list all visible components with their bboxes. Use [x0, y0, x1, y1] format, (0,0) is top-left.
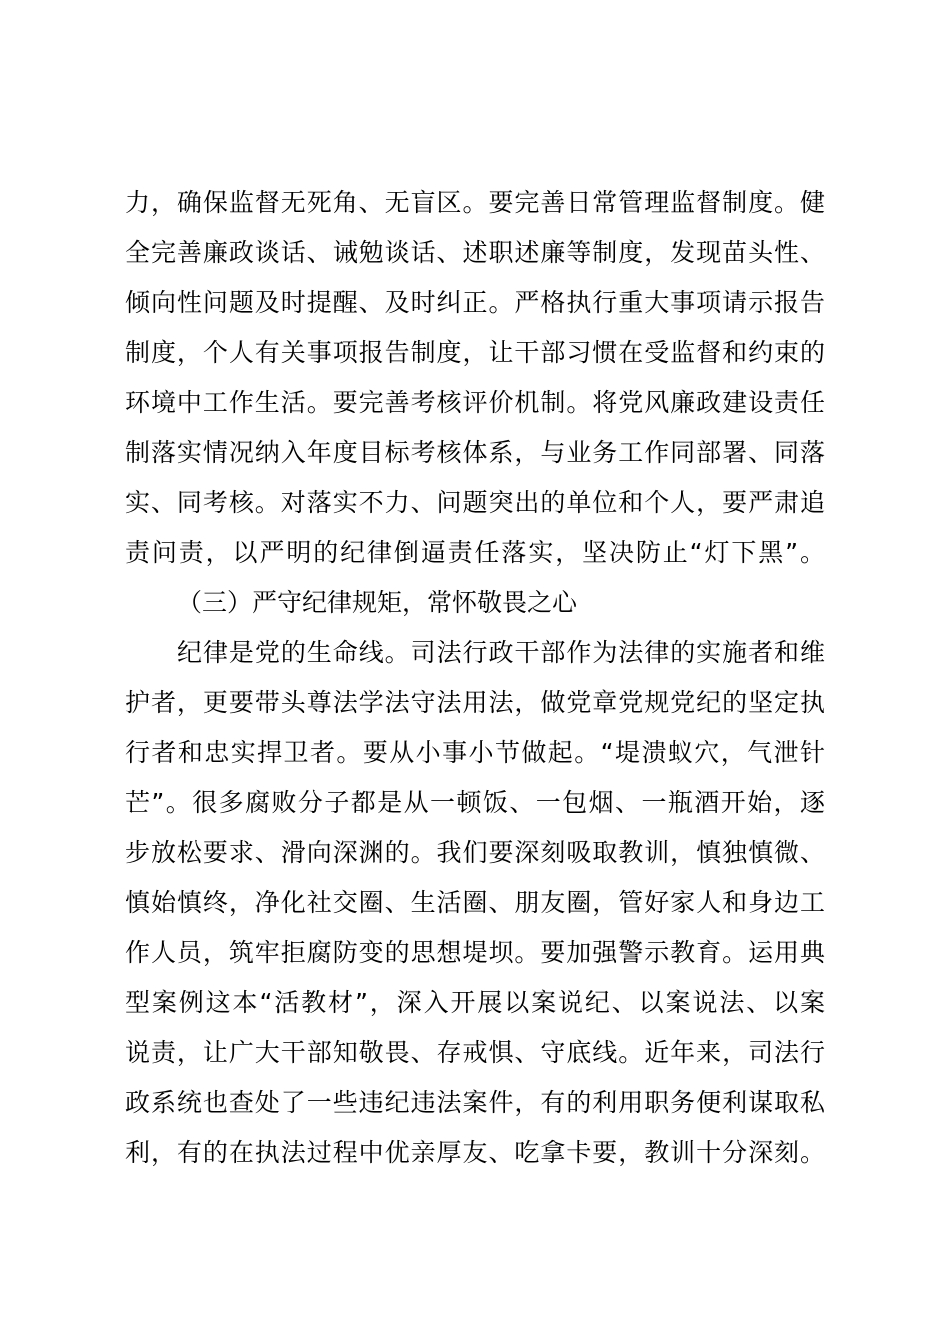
text-line: 实、同考核。对落实不力、问题突出的单位和个人，要严肃追: [125, 488, 825, 517]
text-line: 全完善廉政谈话、诫勉谈话、述职述廉等制度，发现苗头性、: [125, 238, 825, 267]
section-heading: （三）严守纪律规矩，常怀敬畏之心: [177, 588, 578, 617]
text-line: 纪律是党的生命线。司法行政干部作为法律的实施者和维: [177, 638, 825, 667]
text-line: 慎始慎终，净化社交圈、生活圈、朋友圈，管好家人和身边工: [125, 888, 825, 917]
text-line: 芒”。很多腐败分子都是从一顿饭、一包烟、一瓶酒开始，逐: [125, 788, 825, 817]
text-line: 作人员，筑牢拒腐防变的思想堤坝。要加强警示教育。运用典: [125, 938, 825, 967]
text-line: 说责，让广大干部知敬畏、存戒惧、守底线。近年来，司法行: [125, 1038, 825, 1067]
text-line: 制度，个人有关事项报告制度，让干部习惯在受监督和约束的: [125, 338, 825, 367]
text-line: 政系统也查处了一些违纪违法案件，有的利用职务便利谋取私: [125, 1088, 825, 1117]
text-line: 行者和忠实捍卫者。要从小事小节做起。“堤溃蚁穴，气泄针: [125, 738, 825, 767]
text-line: 利，有的在执法过程中优亲厚友、吃拿卡要，教训十分深刻。: [125, 1138, 825, 1167]
text-line: 型案例这本“活教材”，深入开展以案说纪、以案说法、以案: [125, 988, 825, 1017]
text-line: 倾向性问题及时提醒、及时纠正。严格执行重大事项请示报告: [125, 288, 825, 317]
document-body: [125, 178, 825, 1178]
text-line: 护者，更要带头尊法学法守法用法，做党章党规党纪的坚定执: [125, 688, 825, 717]
text-line: 制落实情况纳入年度目标考核体系，与业务工作同部署、同落: [125, 438, 825, 467]
text-line: 步放松要求、滑向深渊的。我们要深刻吸取教训，慎独慎微、: [125, 838, 825, 867]
text-line: 环境中工作生活。要完善考核评价机制。将党风廉政建设责任: [125, 388, 825, 417]
text-line: 力，确保监督无死角、无盲区。要完善日常管理监督制度。健: [125, 188, 825, 217]
text-line: 责问责，以严明的纪律倒逼责任落实，坚决防止“灯下黑”。: [125, 538, 825, 567]
